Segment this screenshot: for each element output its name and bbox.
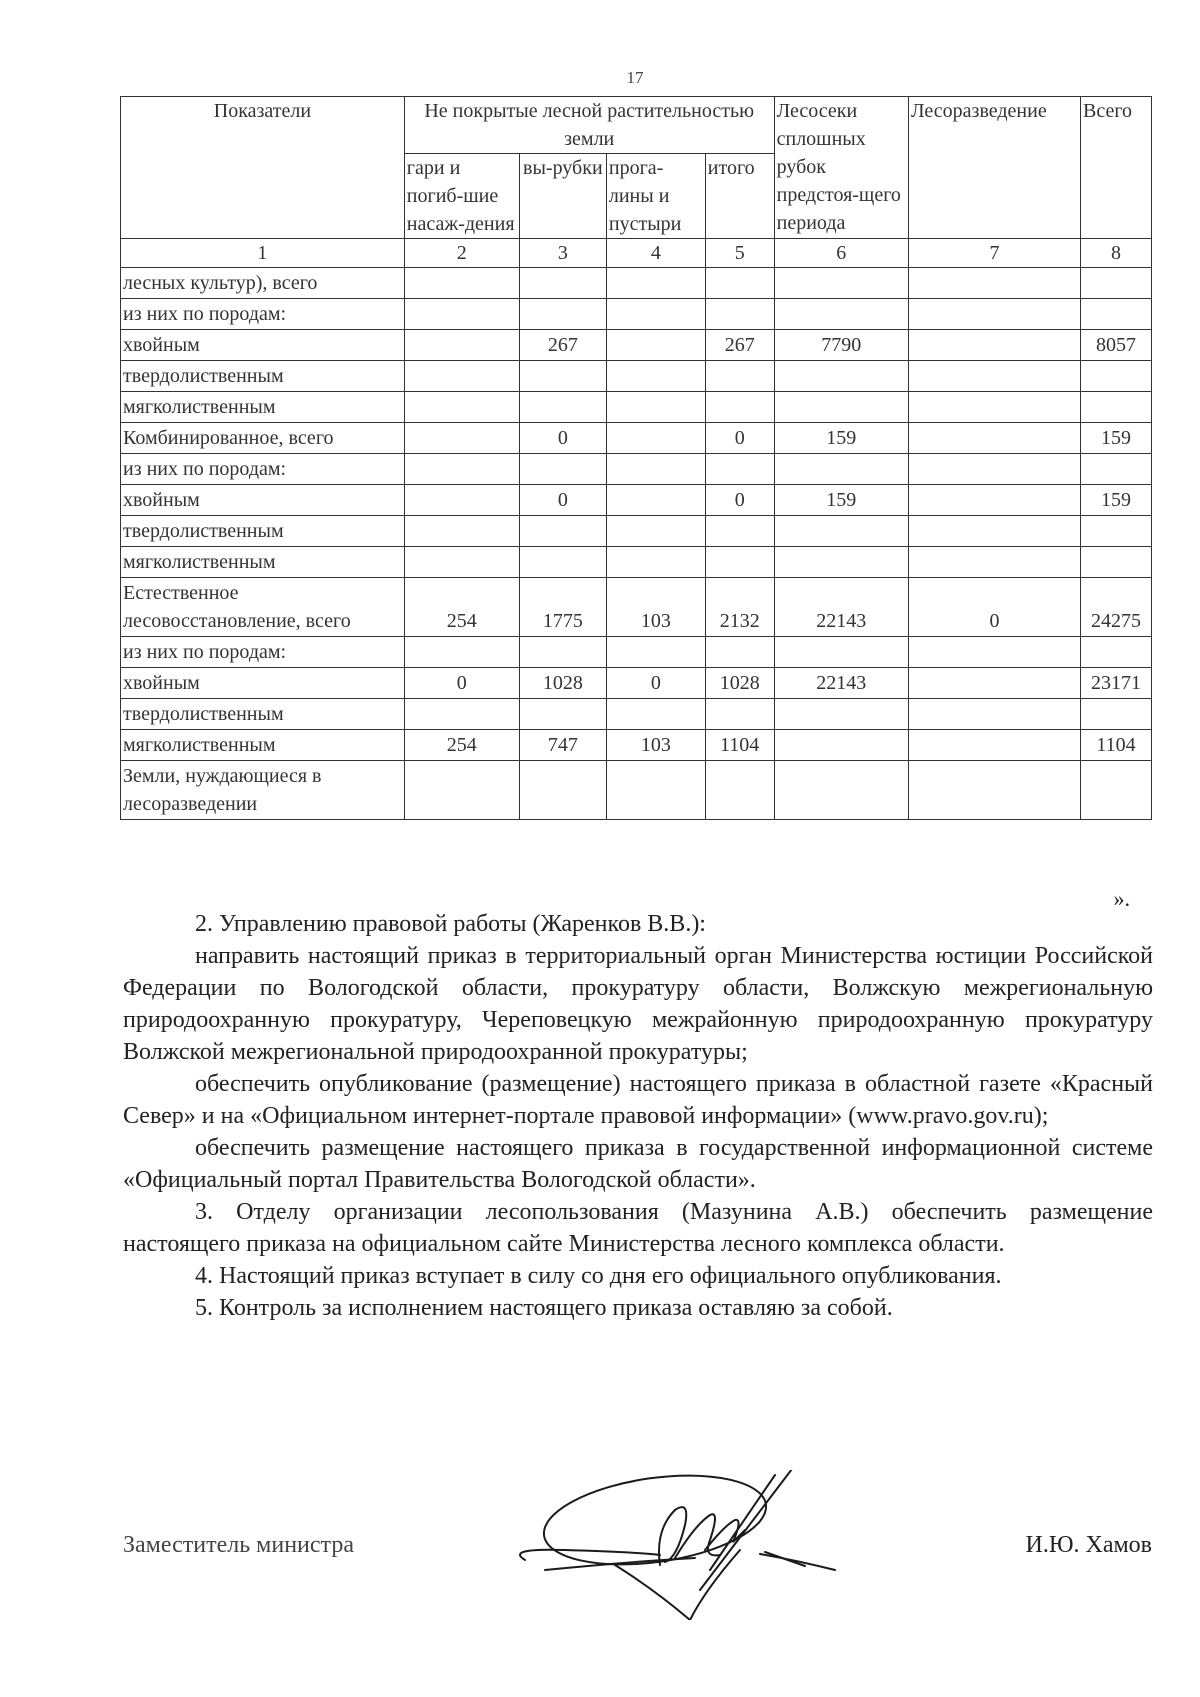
table-cell: [606, 485, 705, 516]
table-row: [121, 330, 1152, 361]
header-clearcut-areas: Лесосеки сплошных рубок предстоя-щего периода: [774, 97, 908, 239]
table-row: [121, 668, 1152, 699]
table-cell: [404, 699, 519, 730]
paragraph-item-4: 4. Настоящий приказ вступает в силу со дня его официального опубликования.: [195, 1263, 1002, 1289]
table-cell: [908, 637, 1080, 668]
table-cell: 159: [774, 485, 908, 516]
table-cell: [404, 392, 519, 423]
table-cell: [606, 699, 705, 730]
table-cell: [1080, 761, 1151, 820]
header-burned: гари и погиб-шие насаж-дения: [404, 154, 519, 239]
table-row: [121, 361, 1152, 392]
paragraph-publish-newspaper: обеспечить опубликование (размещение) настоящего приказа в областной газете «Красный Север» и на «Официальном интернет-портале правовой информации» (www.pravo.gov.ru);: [123, 1071, 1153, 1129]
table-cell: [774, 699, 908, 730]
table-cell: 22143: [774, 578, 908, 637]
table-cell: [774, 730, 908, 761]
table-body: [121, 268, 1152, 820]
table-cell: [606, 637, 705, 668]
row-label: твердолиственным: [121, 516, 405, 547]
table-cell: [774, 299, 908, 330]
header-not-covered-lands: Не покрытые лесной растительностью земли: [404, 97, 774, 154]
table-cell: [519, 299, 606, 330]
table-row: [121, 516, 1152, 547]
table-cell: [519, 516, 606, 547]
table-cell: 1028: [705, 668, 774, 699]
table-cell: [519, 547, 606, 578]
closing-quote: ».: [1113, 886, 1130, 911]
table-cell: [908, 423, 1080, 454]
table-cell: [908, 485, 1080, 516]
table-cell: 0: [519, 485, 606, 516]
table-cell: 103: [606, 578, 705, 637]
table-cell: [774, 761, 908, 820]
table-row: [121, 485, 1152, 516]
page-number: 17: [626, 68, 644, 87]
table-cell: 8057: [1080, 330, 1151, 361]
row-label: мягколиственным: [121, 392, 405, 423]
table-cell: [1080, 361, 1151, 392]
table-cell: [705, 392, 774, 423]
header-clearings: вы-рубки: [519, 154, 606, 239]
table-cell: [404, 485, 519, 516]
table-cell: 7790: [774, 330, 908, 361]
table-cell: [519, 454, 606, 485]
table-cell: [1080, 516, 1151, 547]
paragraph-publish-portal: обеспечить размещение настоящего приказа в государственной информационной системе «Официальный портал Правительства Вологодской области».: [123, 1135, 1153, 1193]
column-number: 2: [404, 239, 519, 268]
table-cell: [606, 330, 705, 361]
table-cell: [1080, 392, 1151, 423]
table-cell: 159: [774, 423, 908, 454]
table-cell: [404, 454, 519, 485]
table-cell: [774, 454, 908, 485]
row-label: твердолиственным: [121, 699, 405, 730]
table-cell: [519, 761, 606, 820]
table-cell: [404, 299, 519, 330]
signature-name: И.Ю. Хамов: [1025, 1532, 1152, 1558]
table-cell: 1104: [705, 730, 774, 761]
row-label: мягколиственным: [121, 730, 405, 761]
table-cell: [705, 299, 774, 330]
table-cell: [606, 268, 705, 299]
table-cell: 103: [606, 730, 705, 761]
table-cell: [1080, 299, 1151, 330]
table-cell: [774, 637, 908, 668]
table-cell: [908, 268, 1080, 299]
table-cell: [404, 268, 519, 299]
table-cell: [404, 330, 519, 361]
table-cell: [908, 730, 1080, 761]
handwritten-signature: [505, 1470, 885, 1620]
table-cell: [774, 361, 908, 392]
table-cell: [1080, 699, 1151, 730]
table-cell: 1028: [519, 668, 606, 699]
table-cell: 159: [1080, 423, 1151, 454]
row-label: из них по породам:: [121, 454, 405, 485]
table-cell: 1775: [519, 578, 606, 637]
table-row: [121, 392, 1152, 423]
table-cell: [908, 699, 1080, 730]
column-number: 3: [519, 239, 606, 268]
table-cell: 2132: [705, 578, 774, 637]
column-number: 8: [1080, 239, 1151, 268]
table-row: [121, 299, 1152, 330]
table-cell: [404, 761, 519, 820]
table-cell: [519, 699, 606, 730]
signature-role: Заместитель министра: [123, 1532, 354, 1558]
table-row: [121, 547, 1152, 578]
table-cell: [606, 547, 705, 578]
column-number: 5: [705, 239, 774, 268]
table-row: [121, 578, 1152, 637]
table-cell: 267: [705, 330, 774, 361]
table-cell: [705, 268, 774, 299]
table-cell: [404, 361, 519, 392]
table-cell: 254: [404, 730, 519, 761]
header-indicators: Показатели: [121, 97, 405, 239]
table-cell: [404, 547, 519, 578]
row-label: Комбинированное, всего: [121, 423, 405, 454]
table-cell: [908, 547, 1080, 578]
row-label: хвойным: [121, 485, 405, 516]
column-number: 4: [606, 239, 705, 268]
table-cell: [606, 454, 705, 485]
table-cell: [1080, 637, 1151, 668]
table-cell: [908, 299, 1080, 330]
table-row: [121, 423, 1152, 454]
column-number: 1: [121, 239, 405, 268]
table-cell: [908, 454, 1080, 485]
row-label: твердолиственным: [121, 361, 405, 392]
table-row: [121, 268, 1152, 299]
table-cell: [519, 637, 606, 668]
table-cell: [606, 299, 705, 330]
table-cell: [606, 392, 705, 423]
table-cell: [774, 516, 908, 547]
table-cell: [705, 454, 774, 485]
table-cell: 0: [908, 578, 1080, 637]
table-cell: 0: [705, 423, 774, 454]
row-label: хвойным: [121, 668, 405, 699]
table-cell: [606, 761, 705, 820]
table-cell: [705, 699, 774, 730]
row-label: мягколиственным: [121, 547, 405, 578]
table-cell: [774, 547, 908, 578]
table-cell: 267: [519, 330, 606, 361]
table-cell: [606, 423, 705, 454]
paragraph-item-2: 2. Управлению правовой работы (Жаренков В.В.):: [195, 911, 706, 937]
forest-data-table: [120, 96, 1152, 820]
table-cell: [519, 392, 606, 423]
paragraph-send-order: направить настоящий приказ в территориальный орган Министерства юстиции Российской Федерации по Вологодской области, прокуратуру области, Волжскую межрегиональную природоохранную прокуратуру, Череповецкую межрайонную природоохранную прокуратуру Волжской межрегиональной природоохранной прокуратуры;: [123, 943, 1153, 1065]
table-cell: [705, 547, 774, 578]
header-afforestation: Лесоразведение: [908, 97, 1080, 239]
table-row: [121, 699, 1152, 730]
table-cell: [705, 516, 774, 547]
table-cell: [705, 361, 774, 392]
table-row: [121, 454, 1152, 485]
header-total: Всего: [1080, 97, 1151, 239]
table-cell: 22143: [774, 668, 908, 699]
paragraph-item-3: 3. Отделу организации лесопользования (Мазунина А.В.) обеспечить размещение настоящего приказа на официальном сайте Министерства лесного комплекса области.: [123, 1199, 1153, 1257]
table-cell: [705, 637, 774, 668]
table-cell: 1104: [1080, 730, 1151, 761]
table-cell: [774, 392, 908, 423]
row-label: из них по породам:: [121, 299, 405, 330]
table-cell: [774, 268, 908, 299]
table-cell: [404, 423, 519, 454]
table-cell: [404, 516, 519, 547]
row-label: Земли, нуждающиеся в лесоразведении: [121, 761, 405, 820]
table-cell: [908, 330, 1080, 361]
row-label: лесных культур), всего: [121, 268, 405, 299]
row-label: Естественное лесовосстановление, всего: [121, 578, 405, 637]
table-cell: [1080, 454, 1151, 485]
table-row: [121, 730, 1152, 761]
paragraph-item-5: 5. Контроль за исполнением настоящего приказа оставляю за собой.: [195, 1295, 893, 1321]
table-cell: 0: [705, 485, 774, 516]
table-cell: [606, 516, 705, 547]
table-cell: [1080, 547, 1151, 578]
column-number: 7: [908, 239, 1080, 268]
table-cell: 24275: [1080, 578, 1151, 637]
header-glades: прога-лины и пустыри: [606, 154, 705, 239]
table-cell: 0: [519, 423, 606, 454]
table-cell: 0: [404, 668, 519, 699]
table-cell: 159: [1080, 485, 1151, 516]
table-row: [121, 637, 1152, 668]
table-cell: [519, 361, 606, 392]
table-cell: [908, 761, 1080, 820]
table-cell: [908, 668, 1080, 699]
table-cell: 747: [519, 730, 606, 761]
row-label: из них по породам:: [121, 637, 405, 668]
header-subtotal: итого: [705, 154, 774, 239]
table-cell: [908, 516, 1080, 547]
row-label: хвойным: [121, 330, 405, 361]
order-text: [123, 908, 1153, 1324]
table-cell: [705, 761, 774, 820]
table-cell: [606, 361, 705, 392]
table-cell: 0: [606, 668, 705, 699]
table-row: [121, 761, 1152, 820]
table-cell: [519, 268, 606, 299]
table-cell: [1080, 268, 1151, 299]
table-cell: [908, 392, 1080, 423]
table-cell: 23171: [1080, 668, 1151, 699]
table-cell: [908, 361, 1080, 392]
table-cell: 254: [404, 578, 519, 637]
column-number: 6: [774, 239, 908, 268]
table-cell: [404, 637, 519, 668]
